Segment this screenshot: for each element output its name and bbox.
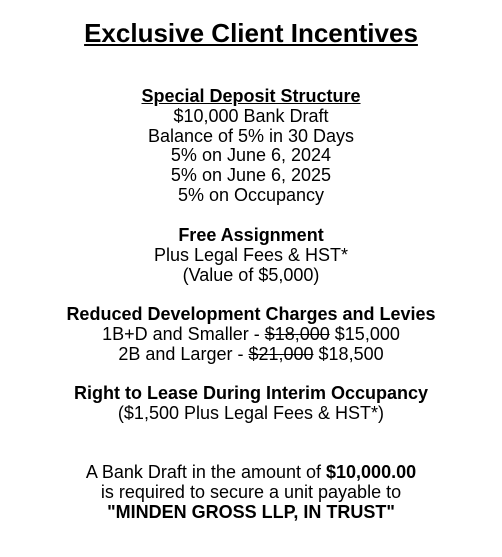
new-price: $18,500 [313, 343, 384, 364]
footer-line-2: is required to secure a unit payable to [100, 481, 402, 502]
charges-row-label: 1B+D and Smaller - [102, 323, 265, 344]
payee-name: "MINDEN GROSS LLP, IN TRUST" [107, 501, 395, 522]
deposit-line: 5% on June 6, 2024 [170, 145, 332, 166]
old-price: $18,000 [264, 323, 330, 344]
assignment-line: (Value of $5,000) [182, 264, 320, 285]
deposit-section [0, 87, 502, 206]
deposit-heading: Special Deposit Structure [141, 86, 361, 106]
charges-section [0, 305, 502, 364]
lease-line: ($1,500 Plus Legal Fees & HST*) [117, 402, 385, 423]
new-price: $15,000 [329, 323, 400, 344]
footer-prefix: A Bank Draft in the amount of [85, 462, 327, 482]
deposit-line: Balance of 5% in 30 Days [147, 125, 355, 146]
old-price: $21,000 [248, 343, 314, 364]
footer-line-1 [0, 463, 502, 483]
charges-heading: Reduced Development Charges and Levies [66, 304, 436, 324]
footer-section [0, 463, 502, 522]
deposit-line: 5% on Occupancy [177, 184, 325, 205]
charges-row [0, 325, 502, 345]
lease-heading: Right to Lease During Interim Occupancy [73, 383, 429, 403]
assignment-heading: Free Assignment [178, 225, 324, 245]
charges-row-label: 2B and Larger - [118, 343, 249, 364]
deposit-line: 5% on June 6, 2025 [170, 165, 332, 186]
assignment-section [0, 226, 502, 285]
assignment-line: Plus Legal Fees & HST* [153, 244, 349, 265]
deposit-line: $10,000 Bank Draft [173, 105, 329, 126]
deposit-amount: $10,000.00 [326, 462, 417, 482]
page-title: Exclusive Client Incentives [84, 18, 418, 48]
lease-section [0, 384, 502, 424]
charges-row [0, 345, 502, 365]
